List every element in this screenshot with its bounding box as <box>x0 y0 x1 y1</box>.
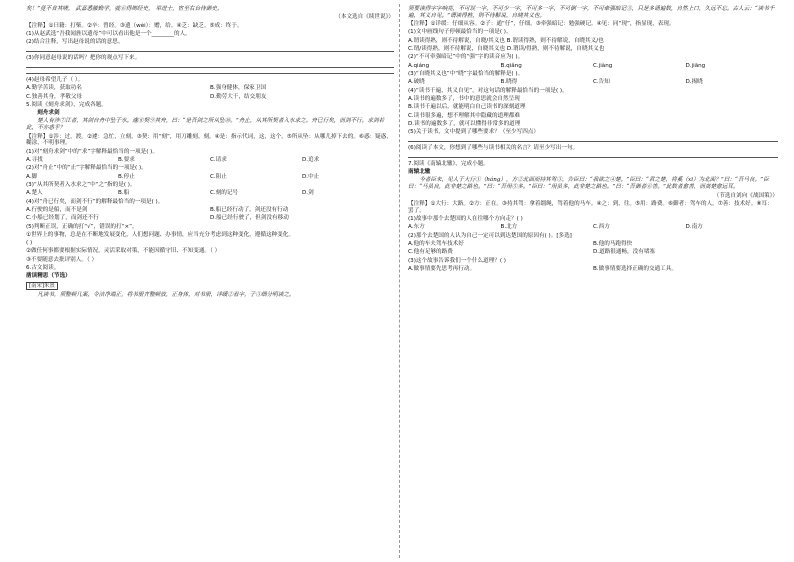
text-line: 楚人有涉⑦江者，其剑自舟中坠于水。遽⑧契⑨其舟，曰：“是吾剑之所从坠⑩。”舟止，从其所契者入水求之。舟已行矣，而剑不行。求剑若此，不亦惑乎？ <box>26 118 385 132</box>
text-line: （节选自刘向《战国策》） <box>713 192 778 199</box>
answer-options <box>408 224 778 231</box>
answer-option: C.请求 <box>210 157 227 163</box>
text-line: (1)文中画线句子停顿最恰当的一项是( )。 <box>408 29 512 36</box>
text-line: 矣！”竟不食其嗟， 武嘉悉激勤学，就⑥得埘经史， 举进士，宦至右台侍御史。 <box>26 6 223 12</box>
text-line: 刻舟求剑 <box>37 110 60 117</box>
answer-option: D.道路很通畅，没有堵塞 <box>593 249 656 256</box>
answer-options <box>26 157 394 164</box>
answer-option: A.破晓 <box>408 79 425 86</box>
answer-options <box>26 94 394 101</box>
text-line: 【注释】①详缓：仔细从容。②子：通“仔”，仔细。③牵强暗记：勉强硬记。④见：同“现”，指显现，表现。 <box>408 21 675 28</box>
answer-option: D.勤劳大干，结交朋友 <box>210 93 267 100</box>
text-line: (6)阅读了本文，你想到了哪些与读书相关的名言？请至少写出一句。 <box>408 145 579 151</box>
text-line: (2)“不可牵强暗记”中的“强”字的读音应为( )。 <box>408 54 524 61</box>
answer-option: D.中止 <box>302 173 320 180</box>
answer-option: B.他的马跑得快 <box>593 240 633 247</box>
text-line: 凿读精思（节选） <box>26 273 71 280</box>
answer-option: C.他有足够的路费 <box>408 249 453 256</box>
text-line: (4)赵母希望儿子（ ）。 <box>26 76 84 83</box>
text-line: ①世界上的事物，总是在不断地发展变化，人们想问题、办事情，应当充分考虑到这种变化，遵循这种变化。 <box>26 231 294 238</box>
answer-options <box>408 241 778 248</box>
text-line: (3)你同意赵母说的话吗？把你的观点写下来。 <box>26 55 141 62</box>
column-divider <box>399 4 400 558</box>
answer-options <box>408 79 778 86</box>
answer-option: B.要求 <box>118 157 135 163</box>
answer-line <box>408 141 778 142</box>
text-line: (4)“读书千遍，其义自见”，对这句话的解释最恰当的一项是( )。 <box>408 87 568 94</box>
answer-option: D.追求 <box>302 157 320 163</box>
text-line: (1)对“刻舟求剑”中的“求”字解释最恰当的一项是( )。 <box>26 148 158 155</box>
answer-line <box>26 73 394 74</box>
text-line: (2)结合注释，写出赵母说的话的意思。 <box>26 39 124 46</box>
left-column <box>26 6 394 556</box>
text-line: A.读书的遍数多了，书中的意思就会自然呈现 <box>408 95 520 102</box>
answer-option: B.做事情要选择正确的交通工具。 <box>593 265 677 272</box>
answer-option: C.jiàng <box>593 62 613 69</box>
text-line: (4)对“舟已行矣，而剑不行”的解释最恰当的一项是( )。 <box>26 198 164 205</box>
text-line: (3)“从其所契者入水求之”中“之”指的是( )。 <box>26 181 136 188</box>
answer-option: A.qiáng <box>408 62 430 69</box>
text-line: A.谓读得熟，则不待解说，自晓/其义也 B.谓读得熟，则不待解说，自晓其义/也 <box>408 37 604 44</box>
text-line: 7.阅读《南辕北辙》，完成小题。 <box>408 160 489 167</box>
author-line <box>26 282 394 291</box>
answer-option: B.强身健体，保家卫国 <box>210 85 266 92</box>
answer-line <box>26 67 394 68</box>
answer-option: B.qiǎng <box>500 62 522 69</box>
text-line: （本文选自《续世说》） <box>335 14 394 21</box>
answer-option: B.船 <box>118 190 130 197</box>
text-line: ②做任何事都要根据实际情况，灵活采取对策，不能因循守旧、不知变通。（ ） <box>26 248 221 255</box>
answer-option: A.寻找 <box>26 157 43 163</box>
answer-options <box>26 207 394 214</box>
text-line: 南辕北辙 <box>408 169 431 176</box>
answer-option: C.西方 <box>593 224 610 231</box>
answer-option: C.独善其身，孝敬父母 <box>26 93 83 100</box>
answer-options <box>26 174 394 181</box>
answer-option: C.刻的记号 <box>210 190 239 197</box>
answer-line <box>26 51 394 52</box>
answer-option: D.船已经行驶了，但剑没有移动 <box>210 215 289 222</box>
answer-options <box>26 85 394 92</box>
text-line: 6.古文阅读。 <box>26 265 60 272</box>
answer-option: D.揭晓 <box>685 79 703 86</box>
text-line: 【注释】①曰籍：打柴。②卒：曾经。③遗（wèi）：赠，给。④乏：缺乏。⑤成：终于。 <box>26 22 243 29</box>
text-line: 【注释】①大行：大路。②方：正在。③持其驾：拿着缰绳，驾着他的马车。④之：到，往。⑤用：路费。⑥御者：驾车的人。⑦善：技术好。⑧耳：罢了。 <box>408 200 773 214</box>
text-line: ( ) <box>26 240 33 247</box>
answer-option: A.他的车夫驾车技术好 <box>408 240 464 247</box>
answer-option: A.脚 <box>26 173 38 180</box>
text-line: D.读书的遍数多了，就可以懂得非常多的道理 <box>408 120 521 127</box>
answer-option: C.小船已经划了，而剑还不行 <box>26 215 99 222</box>
text-line: (2)那个去楚国的人认为自己一定可以到达楚国的原因有( )。[多选] <box>408 232 572 239</box>
answer-option: B.船已经行动了，剑还没有行动 <box>210 206 289 213</box>
answer-option: D.jiāng <box>685 62 706 69</box>
text-line: (5)判断正误，正确的打“√”，错误的打“×”。 <box>26 223 138 230</box>
right-column <box>408 6 778 556</box>
answer-option: B.停止 <box>118 173 135 180</box>
answer-option: A.东方 <box>408 224 425 231</box>
text-line: 须要读得字字响亮，不可误一字，不可少一字，不可多一字，不可倒一字，不可牵强暗记③，只是多诵遍数，自然上口，久远不忘。古人云：“读书千遍，其义自见。”谓读得熟，则不待解说，自晓其义也。 <box>408 6 775 19</box>
text-line: C.谓/读得熟，则不待解说，自晓其义也 D.谓读/得熟，则不待解说，自晓其义也 <box>408 46 605 53</box>
text-line: (1)从赵武选“吾我闻旌以遗母”中可以看出他是一个________的人。 <box>26 30 191 37</box>
answer-option: D.南方 <box>685 224 703 231</box>
author-box: [南宋]朱熹 <box>26 282 58 291</box>
answer-option: C.阻止 <box>210 173 227 180</box>
text-line: (3)这个故事告诉我们一个什么道理？( ) <box>408 257 506 264</box>
answer-option: A.楚人 <box>26 190 43 197</box>
answer-option: B.北方 <box>500 224 518 231</box>
text-line: 5.阅读《刻舟求剑》，完成各题。 <box>26 101 107 108</box>
answer-line <box>408 157 778 158</box>
text-line: C.读书很多遍，想不理解其中隐藏的道理都难 <box>408 112 520 119</box>
text-line: (1)故事中那个去楚国的人在往哪个方向走？( ) <box>408 216 523 222</box>
answer-options <box>26 215 394 222</box>
answer-option: A.勤学苦读，获取功名 <box>26 85 82 92</box>
answer-options <box>26 190 394 197</box>
text-line: ③不要随意去批评别人。（ ） <box>26 256 98 263</box>
text-line: 凡读书，须整顿几案，令洁净端正，将书册齐整顿放，正身体，对书册，详缓②看字，子③细分明读之。 <box>37 291 295 298</box>
answer-option: B.晓得 <box>500 79 518 86</box>
answer-option: D.剑 <box>302 190 314 197</box>
answer-option: C.告知 <box>593 79 610 86</box>
text-line: 【注释】①涉：过，渡。②遽：急忙，立刻。③契：用“刻”，用刀雕刻。刻。④是：指示代词，这，这个。⑤所从坠：从哪儿掉下去的。⑥惑：疑惑，糊涂，不明事理。 <box>26 133 392 147</box>
text-line: (2)对“舟止”中的“止”字解释最恰当的一项是( )。 <box>26 165 147 172</box>
text-line: (5)关于读书，文中提到了哪些要求？（至少写四点） <box>408 129 539 136</box>
answer-options <box>408 249 778 256</box>
answer-options <box>408 266 778 273</box>
answer-option: A.行驶的是船，而不是剑 <box>26 206 88 213</box>
answer-option: A.做事情要先思考再行动。 <box>408 265 476 272</box>
text-line: 今者臣来，见人于大行①（háng），方②北面而持其驾③，告臣曰：“我欲之④楚。”臣曰：“君之楚，将奚（xī）为北面？”曰：“吾马良。”臣曰：“马虽良，此非楚之路也。”曰：“吾用⑤多。”臣曰：“用虽多，此非楚之路也。”曰：“吾御者⑥善。”此数者愈善，而离楚愈远耳。 <box>408 177 769 191</box>
text-line: B.读书千遍以后，就能明白自己读书的深刻道理 <box>408 104 526 111</box>
text-line: (3)“自晓其义也”中“晓”字最恰当的解释是( )。 <box>408 71 524 77</box>
answer-options <box>408 63 778 70</box>
